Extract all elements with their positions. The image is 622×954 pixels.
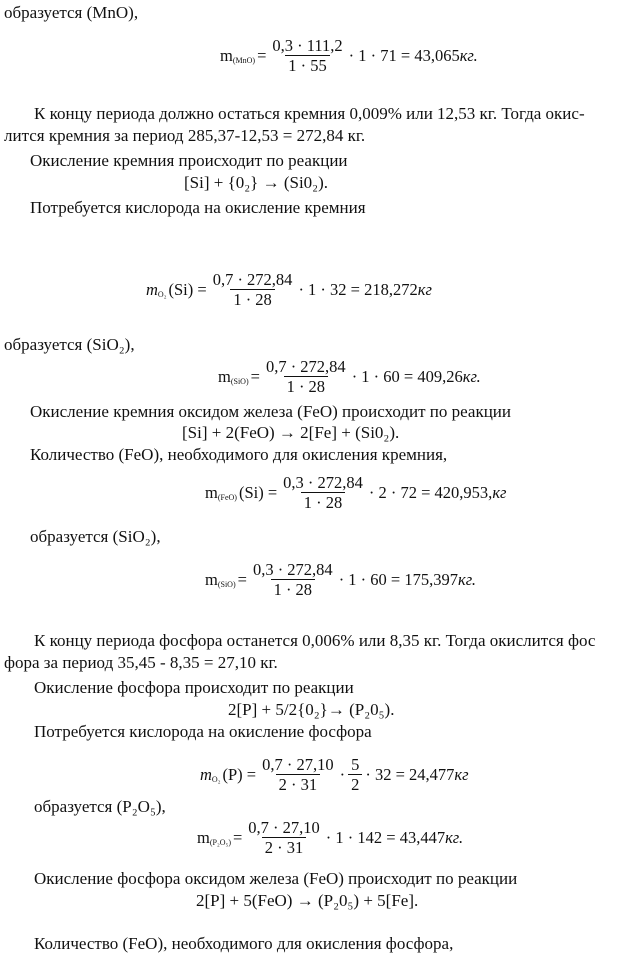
text-line: Количество (FeO), необходимого для окисления фосфора, — [34, 934, 454, 953]
equation-p2o5 — [197, 818, 463, 857]
eq-denominator: 2 · 31 — [276, 774, 321, 794]
eq-numerator: 0,3 · 272,84 — [283, 473, 363, 492]
eq-dot: · — [339, 764, 346, 784]
eq-equals: = — [232, 827, 243, 847]
eq-argument: (Si) = — [238, 482, 278, 502]
eq-fraction — [245, 818, 323, 857]
text-line: К концу периода фосфора останется 0,006% или 8,35 кг. Тогда окислится фос — [34, 631, 596, 650]
eq-unit: кг — [417, 279, 432, 299]
eq-rest: · 2 · 72 = 420,953, — [368, 482, 493, 502]
eq-fraction — [210, 270, 296, 309]
text-line: Окисление фосфора происходит по реакции — [34, 678, 354, 697]
eq-symbol: m — [218, 366, 231, 386]
eq-numerator: 0,7 · 27,10 — [262, 755, 334, 774]
eq-symbol: m — [197, 827, 210, 847]
eq-numerator: 0,7 · 272,84 — [212, 270, 293, 289]
eq-subscript: (SiO) — [217, 580, 236, 589]
eq-symbol: m — [220, 45, 233, 65]
eq-numerator: 0,3 · 111,2 — [272, 36, 343, 55]
text-line: лится кремния за период 285,37-12,53 = 272,84 кг. — [4, 126, 366, 145]
eq-numerator: 0,7 · 27,10 — [248, 818, 320, 837]
eq-numerator-2: 5 — [351, 755, 360, 774]
eq-rest: · 1 · 71 = 43,065 — [348, 45, 460, 65]
eq-equals: = — [250, 366, 260, 386]
reaction-line: [Si] + 2(FeO) → 2[Fe] + (Si0₂). — [182, 423, 400, 442]
equation-feo-si — [205, 473, 506, 512]
eq-argument: (Si) = — [168, 279, 207, 299]
eq-argument: (P) = — [222, 764, 257, 784]
text-line: К концу периода должно остаться кремния 0,009% или 12,53 кг. Тогда окис- — [34, 104, 585, 123]
text-line: фора за период 35,45 - 8,35 = 27,10 кг. — [4, 653, 278, 672]
eq-unit: кг — [492, 482, 507, 502]
eq-denominator: 1 · 28 — [230, 289, 275, 309]
text-line: образуется (SiO₂), — [30, 527, 161, 546]
eq-fraction — [280, 473, 366, 512]
reaction-line: 2[P] + 5(FeO) → (P₂0₅) + 5[Fe]. — [196, 891, 419, 910]
equation-o2-si — [146, 270, 432, 309]
eq-symbol: m — [205, 569, 218, 589]
eq-subscript: (SiO) — [230, 377, 249, 386]
eq-fraction — [263, 357, 349, 396]
eq-fraction — [250, 560, 336, 599]
text-line: Окисление кремния оксидом железа (FeO) происходит по реакции — [30, 402, 512, 421]
eq-denominator: 1 · 28 — [271, 579, 316, 599]
equation-mno — [220, 36, 478, 75]
eq-denominator: 2 · 31 — [262, 837, 307, 857]
reaction-line: 2[P] + 5/2{0₂}→ (P₂0₅). — [228, 700, 395, 719]
text-line: образуется (P₂O₅), — [34, 797, 166, 816]
eq-symbol: m — [146, 279, 158, 299]
eq-rest: · 1 · 32 = 218,272 — [298, 279, 418, 299]
eq-subscript: (MnO) — [232, 56, 256, 65]
reaction-line: [Si] + {0₂} → (Si0₂). — [184, 173, 329, 192]
text-line: образуется (SiO₂), — [4, 335, 135, 354]
eq-equals: = — [237, 569, 247, 589]
eq-equals: = — [257, 45, 267, 65]
eq-unit: кг. — [445, 827, 464, 847]
eq-rest: · 1 · 60 = 175,397 — [338, 569, 458, 589]
equation-o2-p — [200, 755, 469, 794]
text-line: Окисление фосфора оксидом железа (FeO) происходит по реакции — [34, 869, 518, 888]
eq-symbol: m — [205, 482, 218, 502]
eq-unit: кг. — [459, 45, 478, 65]
text-line: Количество (FeO), необходимого для окисления кремния, — [30, 445, 448, 464]
eq-fraction — [259, 755, 337, 794]
eq-subscript: (P₂O₅) — [209, 838, 231, 847]
eq-subscript: (FeO) — [217, 493, 237, 502]
eq-fraction — [269, 36, 345, 75]
eq-denominator: 1 · 28 — [284, 376, 329, 396]
eq-denominator: 1 · 28 — [301, 492, 346, 512]
eq-numerator: 0,3 · 272,84 — [252, 560, 333, 579]
text-line: Потребуется кислорода на окисление кремния — [30, 198, 366, 217]
eq-rest: · 1 · 60 = 409,26 — [351, 366, 463, 386]
text-line: Окисление кремния происходит по реакции — [30, 151, 348, 170]
eq-unit: кг. — [462, 366, 481, 386]
eq-denominator-2: 2 — [348, 774, 362, 794]
equation-sio-2 — [205, 560, 476, 599]
eq-unit: кг. — [457, 569, 477, 589]
eq-symbol: m — [200, 764, 212, 784]
eq-denominator: 1 · 55 — [285, 55, 330, 75]
eq-fraction-2 — [348, 755, 362, 794]
text-line: образуется (MnO), — [4, 3, 139, 22]
eq-numerator: 0,7 · 272,84 — [265, 357, 346, 376]
eq-unit: кг — [454, 764, 469, 784]
text-line: Потребуется кислорода на окисление фосфора — [34, 722, 372, 741]
equation-sio-1 — [218, 357, 481, 396]
eq-subscript: O₂ — [211, 775, 221, 784]
eq-rest: · 32 = 24,477 — [365, 764, 455, 784]
eq-subscript: O₂ — [157, 290, 167, 299]
eq-rest: · 1 · 142 = 43,447 — [325, 827, 446, 847]
